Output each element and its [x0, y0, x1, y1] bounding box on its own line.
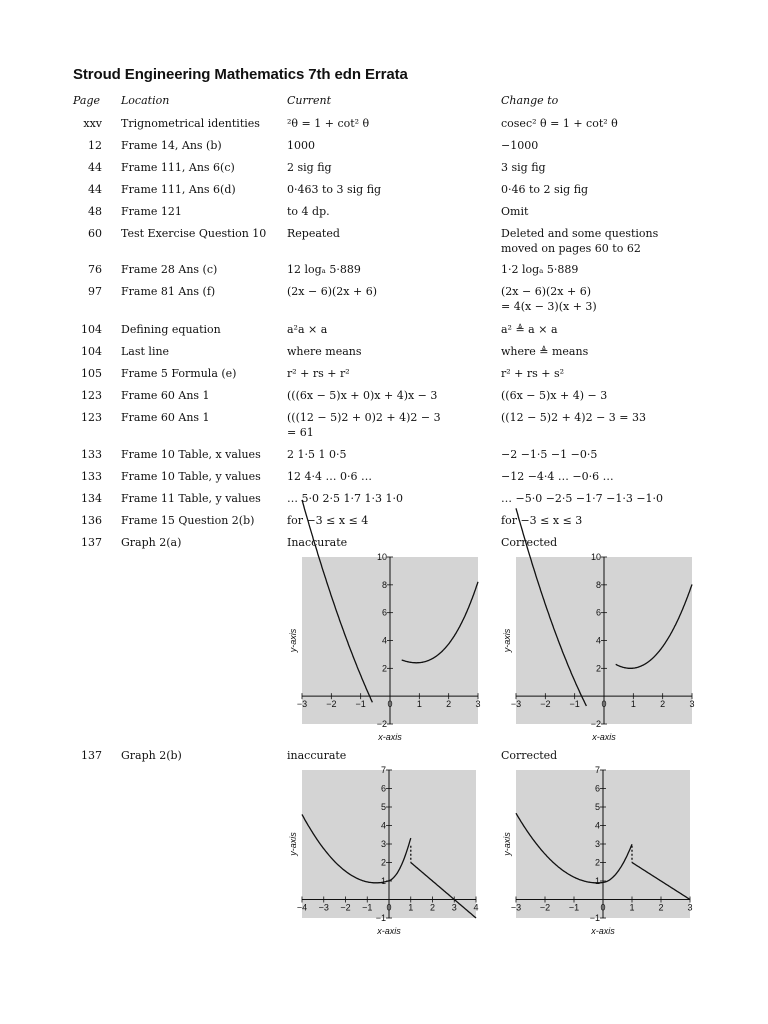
row-page: 60 — [88, 227, 102, 240]
row-location: Frame 10 Table, x values — [121, 448, 261, 461]
x-tick-label: 2 — [658, 902, 664, 913]
x-axis-label: x-axis — [378, 732, 402, 742]
graph-svg — [280, 552, 490, 742]
y-tick-label: −1 — [589, 913, 600, 923]
row-current: for −3 ≤ x ≤ 4 — [287, 514, 369, 527]
row-page: 137 — [81, 536, 102, 549]
x-tick-label: 0 — [386, 902, 392, 913]
row-change: where ≜ means — [501, 345, 589, 358]
row-location: Frame 121 — [121, 205, 182, 218]
row-change: (2x − 6)(2x + 6) = 4(x − 3)(x + 3) — [501, 285, 597, 313]
row-change: r² + rs + s² — [501, 367, 565, 380]
row-change: −2 −1·5 −1 −0·5 — [501, 448, 598, 461]
row-location: Frame 28 Ans (c) — [121, 263, 218, 276]
x-axis-label: x-axis — [591, 926, 615, 936]
row-page: xxv — [83, 117, 102, 130]
y-tick-label: 1 — [594, 876, 600, 886]
x-tick-label: −3 — [318, 902, 329, 913]
x-tick-label: 3 — [689, 699, 695, 710]
x-tick-label: 1 — [630, 699, 636, 710]
row-change: ((12 − 5)2 + 4)2 − 3 = 33 — [501, 411, 646, 424]
row-page: 44 — [88, 183, 102, 196]
row-page: 123 — [81, 389, 102, 402]
graph-svg — [280, 765, 490, 955]
row-current: a²a × a — [287, 323, 328, 336]
row-change: a² ≜ a × a — [501, 323, 558, 336]
x-axis-label: x-axis — [592, 732, 616, 742]
y-tick-label: 3 — [380, 839, 386, 849]
row-location: Frame 11 Table, y values — [121, 492, 261, 505]
y-tick-label: 2 — [381, 663, 387, 674]
x-tick-label: −1 — [568, 902, 580, 913]
row-change: −12 −4·4 … −0·6 … — [501, 470, 614, 483]
row-location: Trignometrical identities — [121, 117, 260, 130]
row-location: Defining equation — [121, 323, 221, 336]
row-current: 1000 — [287, 139, 315, 152]
y-tick-label: 6 — [594, 783, 600, 794]
row-page: 105 — [81, 367, 102, 380]
row-change: Corrected — [501, 749, 558, 762]
graph-2a-corrected — [494, 552, 704, 742]
row-current: Inaccurate — [287, 536, 348, 549]
x-tick-label: −2 — [540, 699, 551, 710]
row-location: Frame 5 Formula (e) — [121, 367, 237, 380]
x-tick-label: −1 — [355, 699, 366, 710]
row-page: 137 — [81, 749, 102, 762]
row-page: 133 — [81, 470, 102, 483]
row-location: Frame 10 Table, y values — [121, 470, 261, 483]
y-tick-label: −1 — [375, 913, 386, 923]
graph-2b-corrected — [494, 765, 704, 955]
row-page: 136 — [81, 514, 102, 527]
y-axis-label: y-axis — [502, 832, 512, 856]
y-tick-label: −2 — [590, 719, 601, 729]
y-tick-label: 4 — [380, 820, 386, 831]
x-tick-label: −2 — [340, 902, 351, 913]
y-tick-label: 4 — [381, 635, 387, 646]
y-tick-label: 1 — [380, 876, 386, 886]
y-tick-label: 2 — [594, 857, 600, 868]
x-tick-label: 1 — [408, 902, 414, 913]
row-page: 76 — [88, 263, 102, 276]
x-tick-label: −2 — [539, 902, 551, 913]
row-current: 2 sig fig — [287, 161, 332, 174]
x-tick-label: 1 — [416, 699, 422, 710]
y-tick-label: 2 — [380, 857, 386, 868]
y-tick-label: 6 — [381, 607, 387, 618]
y-tick-label: 2 — [595, 663, 601, 674]
row-change: Corrected — [501, 536, 558, 549]
row-page: 133 — [81, 448, 102, 461]
page-title: Stroud Engineering Mathematics 7th edn Errata — [73, 66, 408, 83]
graph-svg — [494, 552, 704, 742]
header-current: Current — [287, 94, 332, 107]
row-current: r² + rs + r² — [287, 367, 350, 380]
y-tick-label: −2 — [376, 719, 387, 729]
y-tick-label: 3 — [594, 839, 600, 849]
row-location: Frame 111, Ans 6(c) — [121, 161, 235, 174]
row-current: … 5·0 2·5 1·7 1·3 1·0 — [287, 492, 403, 505]
row-change: ((6x − 5)x + 4) − 3 — [501, 389, 608, 402]
row-page: 104 — [81, 323, 102, 336]
y-tick-label: 4 — [594, 820, 600, 831]
x-tick-label: −1 — [569, 699, 580, 710]
row-page: 104 — [81, 345, 102, 358]
x-axis-label: x-axis — [377, 926, 401, 936]
row-page: 48 — [88, 205, 102, 218]
x-tick-label: −4 — [296, 902, 308, 913]
x-tick-label: 3 — [475, 699, 481, 710]
graph-2a-inaccurate — [280, 552, 490, 742]
x-tick-label: 4 — [473, 902, 479, 913]
graph-2b-inaccurate — [280, 765, 490, 955]
row-location: Frame 15 Question 2(b) — [121, 514, 255, 527]
x-tick-label: −3 — [510, 902, 522, 913]
row-current: to 4 dp. — [287, 205, 330, 218]
y-axis-label: y-axis — [288, 832, 298, 856]
row-location: Frame 60 Ans 1 — [121, 411, 210, 424]
row-change: for −3 ≤ x ≤ 3 — [501, 514, 583, 527]
row-change: Deleted and some questions moved on pages 60 to 62 — [501, 227, 659, 255]
row-change: 3 sig fig — [501, 161, 546, 174]
y-tick-label: 8 — [381, 579, 387, 590]
row-current: ²θ = 1 + cot² θ — [287, 117, 370, 130]
x-tick-label: 3 — [687, 902, 693, 913]
x-tick-label: 3 — [451, 902, 457, 913]
y-tick-label: 7 — [380, 765, 386, 775]
x-tick-label: 1 — [629, 902, 635, 913]
row-change: 0·46 to 2 sig fig — [501, 183, 589, 196]
row-location: Last line — [121, 345, 170, 358]
row-current: where means — [287, 345, 362, 358]
y-axis-label: y-axis — [288, 628, 298, 653]
row-current: (2x − 6)(2x + 6) — [287, 285, 377, 298]
x-tick-label: 2 — [446, 699, 452, 710]
row-location: Frame 14, Ans (b) — [121, 139, 222, 152]
row-change: Omit — [501, 205, 529, 218]
row-change: 1·2 logₐ 5·889 — [501, 263, 579, 276]
x-tick-label: 2 — [429, 902, 436, 913]
y-tick-label: 10 — [376, 552, 387, 562]
x-tick-label: −1 — [362, 902, 373, 913]
row-page: 134 — [81, 492, 102, 505]
row-location: Test Exercise Question 10 — [121, 227, 267, 240]
graph-svg — [494, 765, 704, 955]
row-change: … −5·0 −2·5 −1·7 −1·3 −1·0 — [501, 492, 664, 505]
row-page: 97 — [88, 285, 102, 298]
x-tick-label: −2 — [326, 699, 337, 710]
y-tick-label: 6 — [595, 607, 601, 618]
y-tick-label: 5 — [380, 802, 386, 812]
x-tick-label: 0 — [600, 902, 606, 913]
header-page: Page — [73, 94, 101, 107]
row-current: (((6x − 5)x + 0)x + 4)x − 3 — [287, 389, 438, 402]
row-location: Frame 60 Ans 1 — [121, 389, 210, 402]
header-location: Location — [121, 94, 170, 107]
row-change: −1000 — [501, 139, 539, 152]
row-page: 123 — [81, 411, 102, 424]
row-current: inaccurate — [287, 749, 347, 762]
row-current: 2 1·5 1 0·5 — [287, 448, 347, 461]
x-tick-label: 2 — [660, 699, 666, 710]
row-page: 44 — [88, 161, 102, 174]
row-location: Graph 2(a) — [121, 536, 182, 549]
y-tick-label: 6 — [380, 783, 386, 794]
row-location: Graph 2(b) — [121, 749, 182, 762]
row-current: 12 logₐ 5·889 — [287, 263, 361, 276]
x-tick-label: 0 — [387, 699, 393, 710]
y-tick-label: 5 — [594, 802, 600, 812]
x-tick-label: −3 — [296, 699, 308, 710]
row-current: (((12 − 5)2 + 0)2 + 4)2 − 3 = 61 — [287, 411, 441, 439]
y-tick-label: 4 — [595, 635, 601, 646]
row-location: Frame 81 Ans (f) — [121, 285, 216, 298]
row-page: 12 — [88, 139, 102, 152]
x-tick-label: 0 — [601, 699, 607, 710]
row-current: 0·463 to 3 sig fig — [287, 183, 382, 196]
row-current: Repeated — [287, 227, 340, 240]
y-tick-label: 8 — [595, 579, 601, 590]
y-axis-label: y-axis — [502, 628, 512, 653]
row-change: cosec² θ = 1 + cot² θ — [501, 117, 618, 130]
row-current: 12 4·4 … 0·6 … — [287, 470, 372, 483]
header-change: Change to — [501, 94, 559, 107]
row-location: Frame 111, Ans 6(d) — [121, 183, 236, 196]
y-tick-label: 10 — [590, 552, 601, 562]
y-tick-label: 7 — [594, 765, 600, 775]
x-tick-label: −3 — [510, 699, 522, 710]
